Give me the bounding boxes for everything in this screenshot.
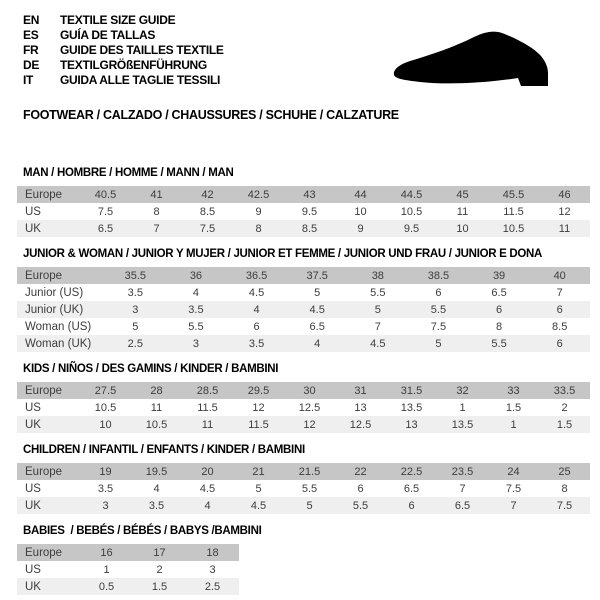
size-cell: 3.5 — [131, 497, 182, 514]
language-list — [23, 13, 224, 88]
language-code: DE — [23, 58, 40, 72]
size-cell: 21.5 — [284, 463, 335, 480]
size-cell: 41 — [131, 186, 182, 203]
size-cell: 6 — [226, 318, 287, 335]
size-cell: 23.5 — [437, 463, 488, 480]
size-cell: 45 — [437, 186, 488, 203]
size-cell: 25 — [539, 463, 590, 480]
size-table-section — [17, 443, 590, 514]
row-label: Europe — [17, 186, 80, 203]
size-cell: 4 — [166, 284, 227, 301]
size-cell: 3.5 — [80, 480, 131, 497]
size-cell: 11.5 — [182, 399, 233, 416]
size-cell: 4 — [226, 301, 287, 318]
language-title: TEXTILE SIZE GUIDE — [60, 13, 176, 27]
row-label: Europe — [17, 544, 80, 561]
size-cell: 12 — [233, 399, 284, 416]
table-row — [17, 399, 590, 416]
size-cell: 8.5 — [529, 318, 590, 335]
table-row — [17, 301, 590, 318]
language-row — [23, 43, 224, 58]
size-cell: 6 — [335, 480, 386, 497]
size-cell: 42 — [182, 186, 233, 203]
size-cell: 8 — [233, 220, 284, 237]
table-row — [17, 561, 239, 578]
size-cell: 18 — [186, 544, 239, 561]
size-cell: 36.5 — [226, 267, 287, 284]
size-cell: 11 — [182, 416, 233, 433]
size-cell: 3 — [80, 497, 131, 514]
size-cell: 7 — [488, 497, 539, 514]
size-table-title: JUNIOR & WOMAN / JUNIOR Y MUJER / JUNIOR ET FEMME / JUNIOR UND FRAU / JUNIOR E DONA — [23, 248, 543, 260]
size-tables — [17, 166, 590, 600]
size-cell: 11.5 — [233, 416, 284, 433]
size-cell: 35.5 — [105, 267, 166, 284]
size-cell: 28.5 — [182, 382, 233, 399]
size-cell: 6.5 — [437, 497, 488, 514]
size-cell: 1.5 — [539, 416, 590, 433]
row-label: Europe — [17, 463, 80, 480]
language-code: IT — [23, 73, 34, 87]
size-cell: 12.5 — [284, 399, 335, 416]
size-cell: 7 — [131, 220, 182, 237]
table-row — [17, 284, 590, 301]
table-row — [17, 318, 590, 335]
table-row — [17, 544, 239, 561]
size-cell: 5.5 — [335, 497, 386, 514]
size-cell: 5.5 — [166, 318, 227, 335]
size-cell: 13 — [386, 416, 437, 433]
size-cell: 22.5 — [386, 463, 437, 480]
language-title: GUIDE DES TAILLES TEXTILE — [60, 43, 224, 57]
table-row — [17, 578, 239, 595]
size-cell: 6.5 — [469, 284, 530, 301]
size-cell: 6 — [529, 301, 590, 318]
size-cell: 3.5 — [226, 335, 287, 352]
language-code: ES — [23, 28, 39, 42]
table-row — [17, 335, 590, 352]
row-label: US — [17, 561, 80, 578]
size-table — [17, 544, 239, 595]
table-row — [17, 497, 590, 514]
size-cell: 4 — [131, 480, 182, 497]
language-row — [23, 58, 224, 73]
size-cell: 1.5 — [488, 399, 539, 416]
size-cell: 6.5 — [80, 220, 131, 237]
size-cell: 7.5 — [488, 480, 539, 497]
size-cell: 6 — [408, 284, 469, 301]
size-cell: 40 — [529, 267, 590, 284]
size-table-title: CHILDREN / INFANTIL / ENFANTS / KINDER / BAMBINI — [23, 444, 305, 456]
size-cell: 5 — [105, 318, 166, 335]
row-label: Woman (UK) — [17, 335, 105, 352]
size-cell: 10 — [335, 203, 386, 220]
size-cell: 5.5 — [469, 335, 530, 352]
language-title: GUIDA ALLE TAGLIE TESSILI — [60, 73, 221, 87]
size-cell: 4 — [182, 497, 233, 514]
size-cell: 3 — [105, 301, 166, 318]
size-cell: 7 — [348, 318, 409, 335]
size-cell: 5.5 — [348, 284, 409, 301]
language-title: TEXTILGRÖßENFÜHRUNG — [60, 58, 207, 72]
row-label: UK — [17, 497, 80, 514]
size-table-title: KIDS / NIÑOS / DES GAMINS / KINDER / BAMBINI — [23, 363, 279, 375]
size-cell: 17 — [133, 544, 186, 561]
row-label: UK — [17, 578, 80, 595]
size-cell: 33.5 — [539, 382, 590, 399]
size-cell: 29.5 — [233, 382, 284, 399]
size-cell: 43 — [284, 186, 335, 203]
size-cell: 7.5 — [80, 203, 131, 220]
size-table-section — [17, 247, 590, 352]
size-table — [17, 186, 590, 237]
size-cell: 2.5 — [105, 335, 166, 352]
size-cell: 3.5 — [105, 284, 166, 301]
size-cell: 40.5 — [80, 186, 131, 203]
size-cell: 13.5 — [386, 399, 437, 416]
size-cell: 44.5 — [386, 186, 437, 203]
table-row — [17, 203, 590, 220]
size-cell: 10 — [80, 416, 131, 433]
language-row — [23, 73, 224, 88]
size-cell: 4.5 — [233, 497, 284, 514]
size-cell: 2 — [133, 561, 186, 578]
size-cell: 45.5 — [488, 186, 539, 203]
size-cell: 4.5 — [182, 480, 233, 497]
dress-shoe-icon — [390, 27, 570, 95]
size-cell: 6.5 — [287, 318, 348, 335]
size-cell: 10.5 — [80, 399, 131, 416]
size-cell: 11 — [437, 203, 488, 220]
size-table-section — [17, 524, 590, 595]
size-cell: 11 — [131, 399, 182, 416]
size-table-section — [17, 166, 590, 237]
size-cell: 4.5 — [287, 301, 348, 318]
size-cell: 31.5 — [386, 382, 437, 399]
size-cell: 12.5 — [335, 416, 386, 433]
size-cell: 8 — [469, 318, 530, 335]
size-cell: 6 — [529, 335, 590, 352]
size-cell: 6 — [386, 497, 437, 514]
size-cell: 13.5 — [437, 416, 488, 433]
size-cell: 7.5 — [408, 318, 469, 335]
size-cell: 28 — [131, 382, 182, 399]
size-cell: 32 — [437, 382, 488, 399]
size-cell: 8 — [539, 480, 590, 497]
size-cell: 9 — [233, 203, 284, 220]
size-cell: 7.5 — [182, 220, 233, 237]
row-label: Woman (US) — [17, 318, 105, 335]
table-row — [17, 220, 590, 237]
size-cell: 3 — [186, 561, 239, 578]
table-row — [17, 480, 590, 497]
size-cell: 46 — [539, 186, 590, 203]
size-cell: 38 — [348, 267, 409, 284]
size-cell: 5 — [348, 301, 409, 318]
size-cell: 1 — [437, 399, 488, 416]
size-cell: 4.5 — [226, 284, 287, 301]
row-label: UK — [17, 220, 80, 237]
size-cell: 21 — [233, 463, 284, 480]
size-cell: 1 — [80, 561, 133, 578]
size-cell: 8 — [131, 203, 182, 220]
size-cell: 2 — [539, 399, 590, 416]
size-cell: 1 — [488, 416, 539, 433]
size-cell: 5 — [408, 335, 469, 352]
row-label: UK — [17, 416, 80, 433]
row-label: US — [17, 203, 80, 220]
row-label: Europe — [17, 267, 105, 284]
size-cell: 9.5 — [284, 203, 335, 220]
size-cell: 27.5 — [80, 382, 131, 399]
category-title: FOOTWEAR / CALZADO / CHAUSSURES / SCHUHE / CALZATURE — [23, 108, 399, 122]
size-cell: 44 — [335, 186, 386, 203]
size-cell: 5.5 — [408, 301, 469, 318]
size-cell: 19 — [80, 463, 131, 480]
language-code: EN — [23, 13, 40, 27]
size-cell: 7.5 — [539, 497, 590, 514]
size-cell: 9 — [335, 220, 386, 237]
size-table — [17, 463, 590, 514]
size-cell: 6.5 — [386, 480, 437, 497]
size-cell: 10.5 — [386, 203, 437, 220]
size-cell: 5.5 — [284, 480, 335, 497]
size-cell: 37.5 — [287, 267, 348, 284]
size-cell: 6 — [469, 301, 530, 318]
row-label: Junior (US) — [17, 284, 105, 301]
table-row — [17, 267, 590, 284]
language-row — [23, 13, 224, 28]
table-row — [17, 186, 590, 203]
row-label: US — [17, 480, 80, 497]
size-cell: 12 — [284, 416, 335, 433]
size-cell: 13 — [335, 399, 386, 416]
table-row — [17, 463, 590, 480]
size-table — [17, 267, 590, 352]
size-cell: 16 — [80, 544, 133, 561]
size-table-title: MAN / HOMBRE / HOMME / MANN / MAN — [23, 167, 234, 179]
size-cell: 24 — [488, 463, 539, 480]
size-cell: 5 — [233, 480, 284, 497]
size-cell: 4 — [287, 335, 348, 352]
table-row — [17, 416, 590, 433]
size-cell: 12 — [539, 203, 590, 220]
size-cell: 39 — [469, 267, 530, 284]
size-cell: 22 — [335, 463, 386, 480]
size-cell: 7 — [437, 480, 488, 497]
row-label: Europe — [17, 382, 80, 399]
size-cell: 3 — [166, 335, 227, 352]
language-code: FR — [23, 43, 39, 57]
size-table-title: BABIES / BEBÉS / BÉBÉS / BABYS /BAMBINI — [23, 525, 262, 537]
size-cell: 38.5 — [408, 267, 469, 284]
size-cell: 0.5 — [80, 578, 133, 595]
size-cell: 10 — [437, 220, 488, 237]
size-cell: 36 — [166, 267, 227, 284]
size-cell: 1.5 — [133, 578, 186, 595]
size-cell: 10.5 — [488, 220, 539, 237]
size-cell: 30 — [284, 382, 335, 399]
size-cell: 8.5 — [182, 203, 233, 220]
size-cell: 5 — [284, 497, 335, 514]
size-cell: 4.5 — [348, 335, 409, 352]
size-cell: 2.5 — [186, 578, 239, 595]
size-table-section — [17, 362, 590, 433]
size-cell: 10.5 — [131, 416, 182, 433]
size-cell: 8.5 — [284, 220, 335, 237]
language-title: GUÍA DE TALLAS — [60, 28, 156, 42]
size-cell: 19.5 — [131, 463, 182, 480]
size-cell: 5 — [287, 284, 348, 301]
size-cell: 11.5 — [488, 203, 539, 220]
size-cell: 31 — [335, 382, 386, 399]
size-cell: 3.5 — [166, 301, 227, 318]
size-cell: 33 — [488, 382, 539, 399]
size-cell: 42.5 — [233, 186, 284, 203]
size-table — [17, 382, 590, 433]
size-cell: 9.5 — [386, 220, 437, 237]
size-cell: 20 — [182, 463, 233, 480]
table-row — [17, 382, 590, 399]
size-cell: 7 — [529, 284, 590, 301]
language-row — [23, 28, 224, 43]
row-label: US — [17, 399, 80, 416]
row-label: Junior (UK) — [17, 301, 105, 318]
size-cell: 11 — [539, 220, 590, 237]
